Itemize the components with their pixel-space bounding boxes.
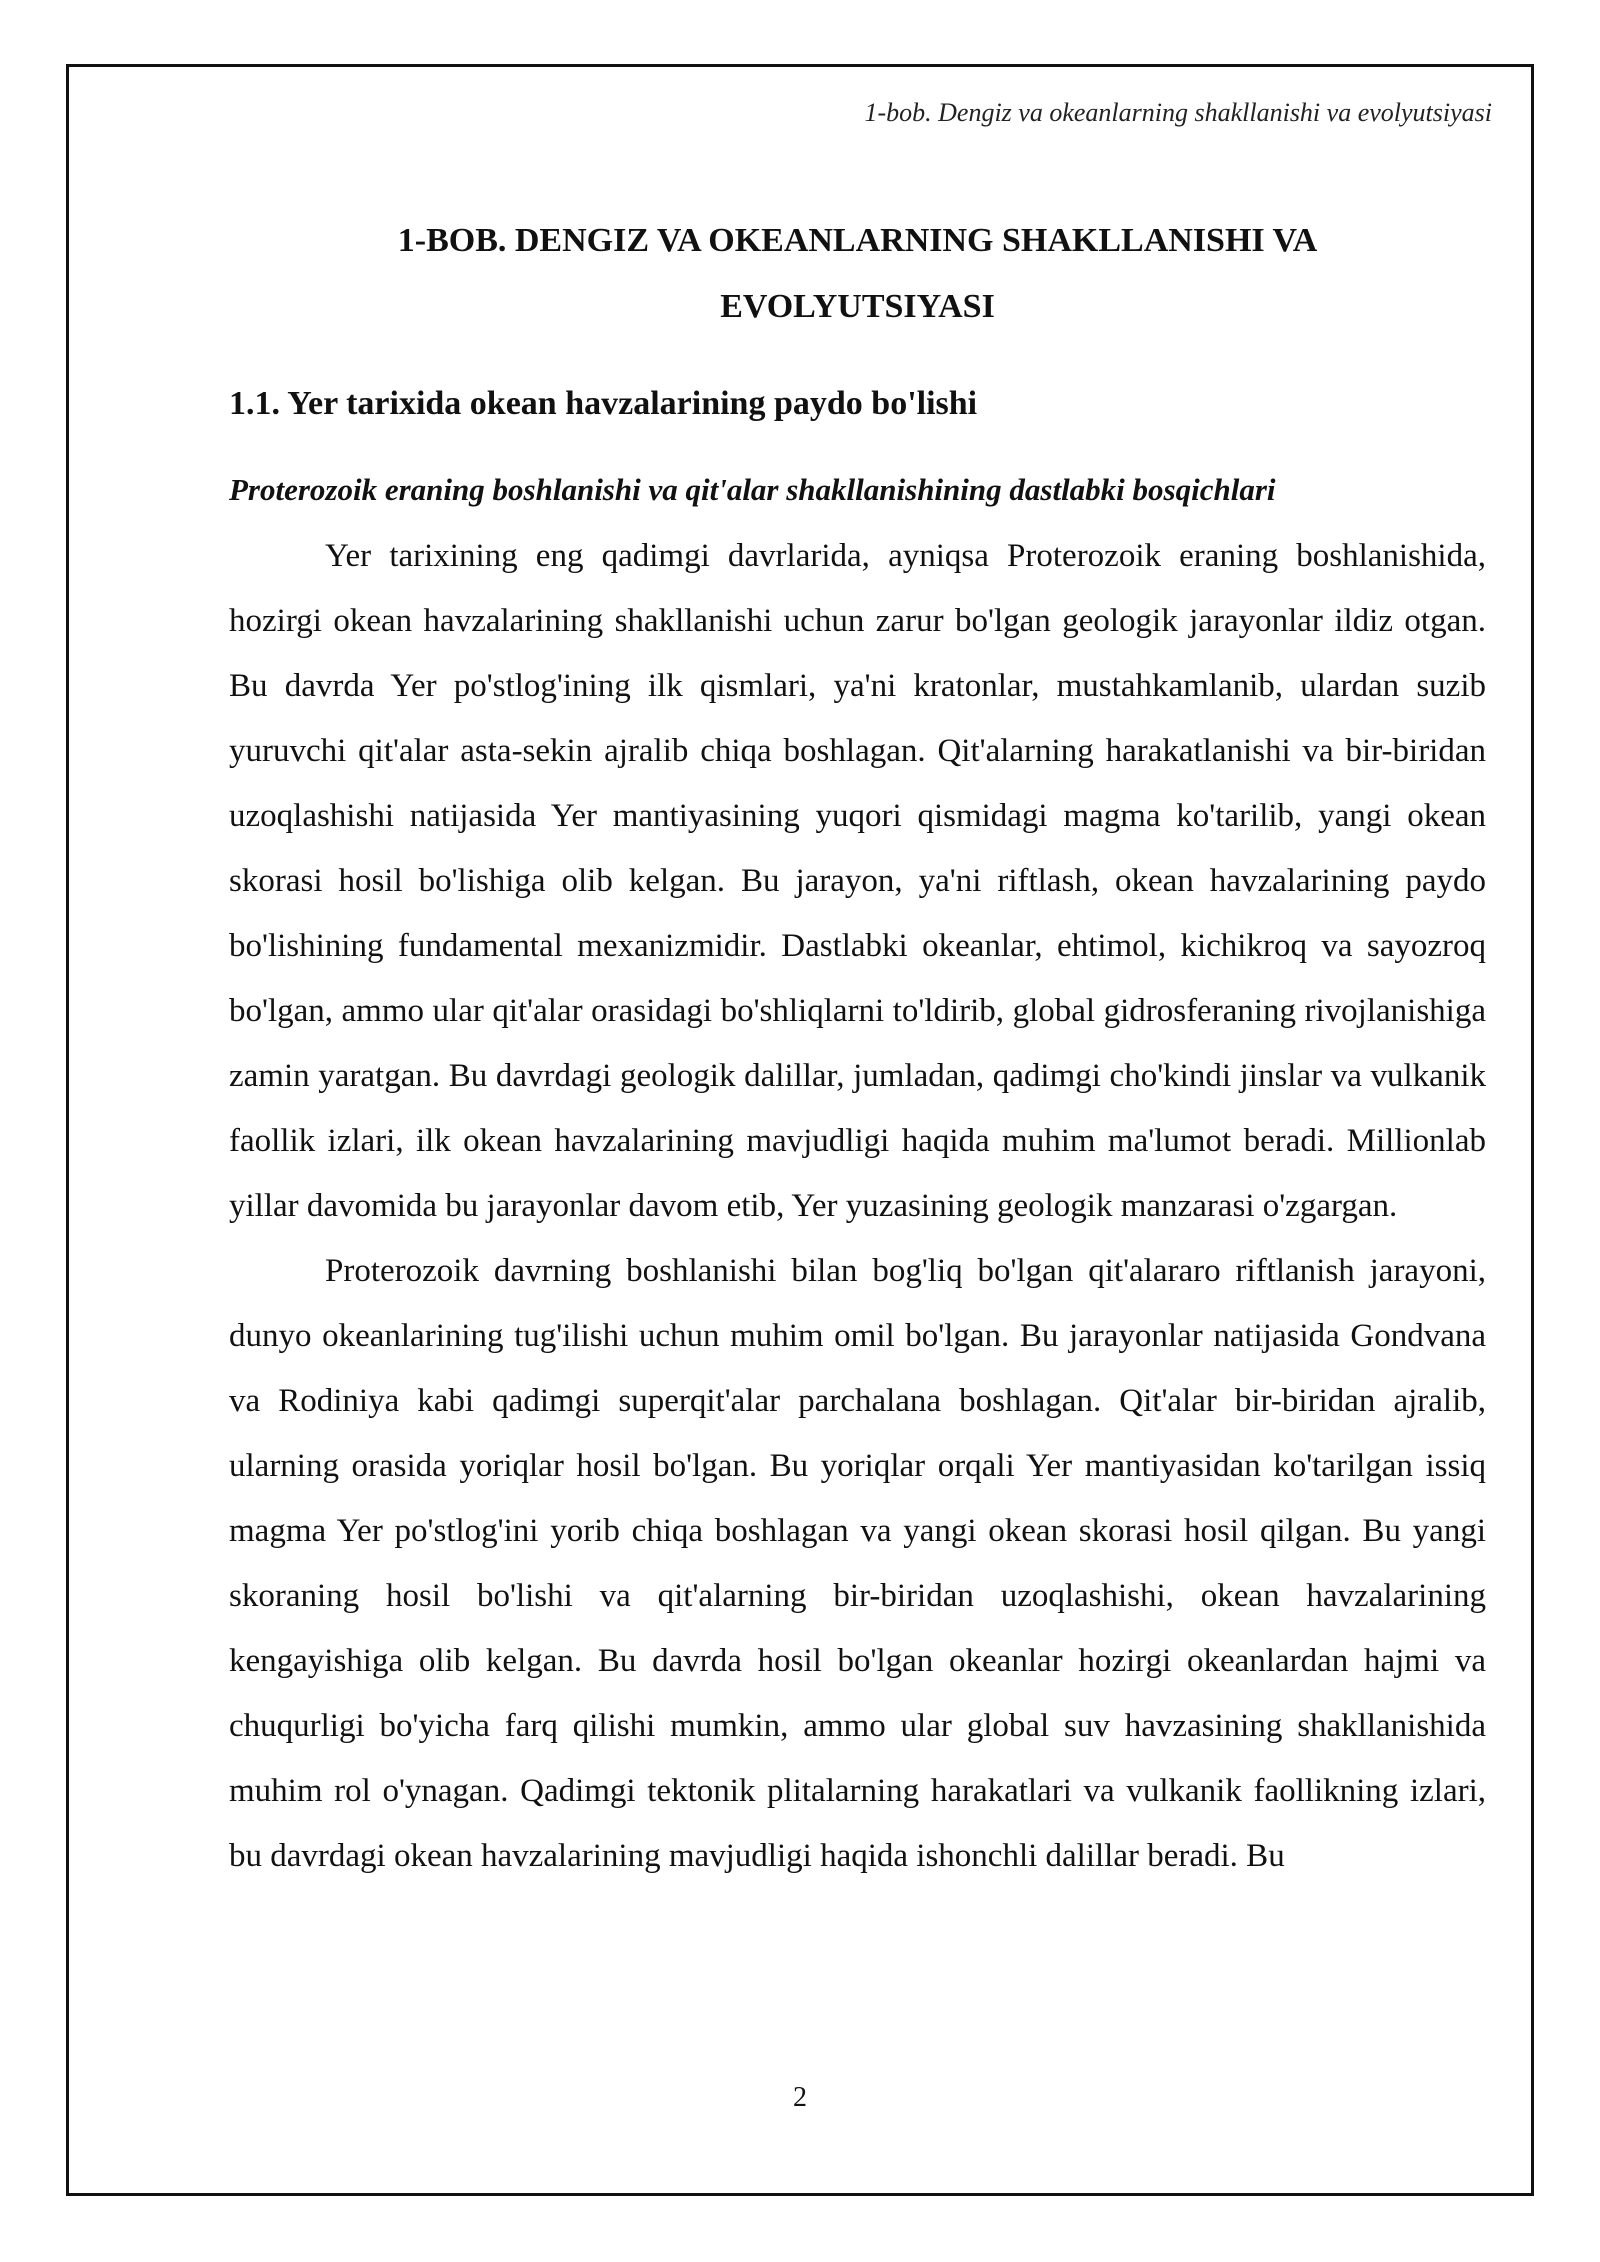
subsection-title: Proterozoik eraning boshlanishi va qit'alar shakllanishining dastlabki bosqichlari <box>229 472 1276 507</box>
paragraph: Proterozoik davrning boshlanishi bilan bog'liq bo'lgan qit'alararo riftlanish jarayoni, dunyo okeanlarining tug'ilishi uchun muhim omil bo'lgan. Bu jarayonlar natijasida Gondvana va Rodiniya kabi qadimgi superqit'alar parchalana boshlagan. Qit'alar bir-biridan ajralib, ularning orasida yoriqlar hosil bo'lgan. Bu yoriqlar orqali Yer mantiyasidan ko'tarilgan issiq magma Yer po'stlog'ini yorib chiqa boshlagan va yangi okean skorasi hosil qilgan. Bu yangi skoraning hosil bo'lishi va qit'alarning bir-biridan uzoqlashishi, okean havzalarining kengayishiga olib kelgan. Bu davrda hosil bo'lgan okeanlar hozirgi okeanlardan hajmi va chuqurligi bo'yicha farq qilishi mumkin, ammo ular global suv havzasining shakllanishida muhim rol o'ynagan. Qadimgi tektonik plitalarning harakatlari va vulkanik faollikning izlari, bu davrdagi okean havzalarining mavjudligi haqida ishonchli dalillar beradi. Bu <box>229 1253 1486 1874</box>
page-content <box>229 208 1486 1889</box>
body-text <box>229 524 1486 1889</box>
running-header: 1-bob. Dengiz va okeanlarning shakllanishi va evolyutsiyasi <box>864 98 1492 127</box>
paragraph: Yer tarixining eng qadimgi davrlarida, ayniqsa Proterozoik eraning boshlanishida, hozirgi okean havzalarining shakllanishi uchun zarur bo'lgan geologik jarayonlar ildiz otgan. Bu davrda Yer po'stlog'ining ilk qismlari, ya'ni kratonlar, mustahkamlanib, ulardan suzib yuruvchi qit'alar asta-sekin ajralib chiqa boshlagan. Qit'alarning harakatlanishi va bir-biridan uzoqlashishi natijasida Yer mantiyasining yuqori qismidagi magma ko'tarilib, yangi okean skorasi hosil bo'lishiga olib kelgan. Bu jarayon, ya'ni riftlash, okean havzalarining paydo bo'lishining fundamental mexanizmidir. Dastlabki okeanlar, ehtimol, kichikroq va sayozroq bo'lgan, ammo ular qit'alar orasidagi bo'shliqlarni to'ldirib, global gidrosferaning rivojlanishiga zamin yaratgan. Bu davrdagi geologik dalillar, jumladan, qadimgi cho'kindi jinslar va vulkanik faollik izlari, ilk okean havzalarining mavjudligi haqida muhim ma'lumot beradi. Millionlab yillar davomida bu jarayonlar davom etib, Yer yuzasining geologik manzarasi o'zgargan. <box>229 538 1486 1224</box>
chapter-title: 1-BOB. DENGIZ VA OKEANLARNING SHAKLLANISHI VA EVOLYUTSIYASI <box>397 222 1318 325</box>
page-number: 2 <box>793 2082 807 2113</box>
section-title: 1.1. Yer tarixida okean havzalarining paydo bo'lishi <box>229 385 978 422</box>
